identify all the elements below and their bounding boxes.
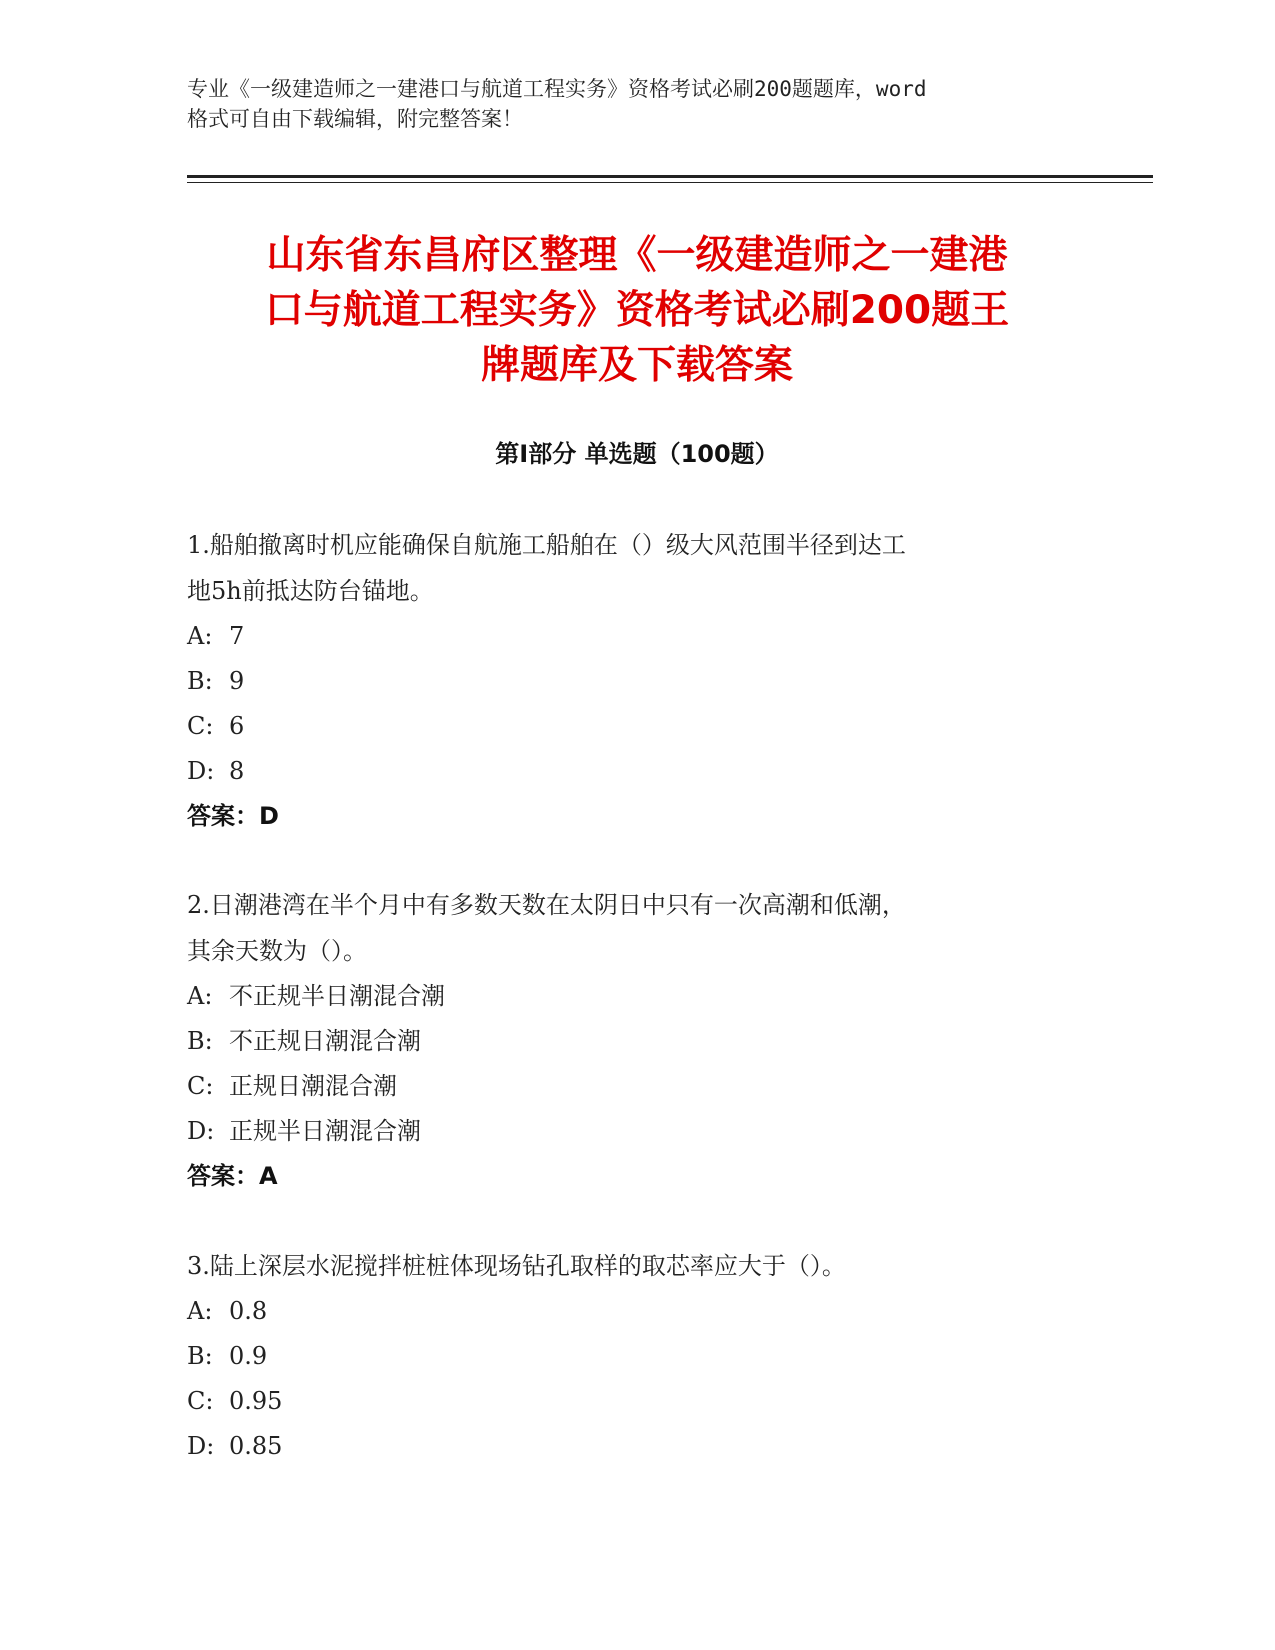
option-c: [187, 704, 1067, 749]
option-letter: D:: [187, 757, 215, 785]
option-text: 0.85: [229, 1432, 283, 1460]
option-letter: C:: [187, 1387, 214, 1415]
option-d: [187, 749, 1067, 794]
question-item: [187, 1243, 1067, 1469]
option-text: 0.8: [229, 1297, 268, 1325]
document-title-line: 山东省东昌府区整理《一级建造师之一建港: [266, 233, 1008, 278]
option-a: [187, 614, 1067, 659]
document-title-line: 口与航道工程实务》资格考试必刷200题王: [264, 288, 1010, 333]
option-letter: B:: [187, 667, 213, 695]
question-stem: 2.日潮港湾在半个月中有多数天数在太阴日中只有一次高潮和低潮，: [187, 891, 906, 919]
header-note: [187, 74, 1067, 134]
option-letter: D:: [187, 1432, 215, 1460]
option-d: [187, 1109, 1067, 1154]
header-divider-thin: [187, 182, 1153, 183]
option-text: 6: [229, 712, 245, 740]
document-title: [187, 228, 1087, 393]
option-text: 8: [229, 757, 245, 785]
option-text: 0.95: [229, 1387, 283, 1415]
question-item: [187, 522, 1067, 839]
question-stem: 3.陆上深层水泥搅拌桩桩体现场钻孔取样的取芯率应大于（）。: [187, 1252, 846, 1280]
option-c: [187, 1379, 1067, 1424]
option-letter: A:: [187, 1297, 213, 1325]
option-text: 正规半日潮混合潮: [229, 1117, 421, 1145]
section-title: 第Ⅰ部分 单选题（100题）: [495, 440, 779, 468]
option-text: 0.9: [229, 1342, 268, 1370]
option-a: [187, 974, 1067, 1019]
option-a: [187, 1289, 1067, 1334]
option-b: [187, 1334, 1067, 1379]
answer-label: 答案：D: [187, 802, 279, 830]
question-stem: 其余天数为（）。: [187, 937, 367, 965]
option-d: [187, 1424, 1067, 1469]
header-note-line: 格式可自由下载编辑，附完整答案！: [187, 107, 523, 131]
option-text: 9: [229, 667, 245, 695]
answer-label: 答案：A: [187, 1162, 278, 1190]
option-letter: D:: [187, 1117, 215, 1145]
header-divider-thick: [187, 175, 1153, 178]
option-text: 不正规半日潮混合潮: [229, 982, 445, 1010]
option-letter: C:: [187, 1072, 214, 1100]
option-text: 正规日潮混合潮: [229, 1072, 397, 1100]
question-stem: 地5h前抵达防台锚地。: [187, 577, 434, 605]
option-text: 7: [229, 622, 245, 650]
option-letter: A:: [187, 622, 213, 650]
option-text: 不正规日潮混合潮: [229, 1027, 421, 1055]
header-note-line: 专业《一级建造师之一建港口与航道工程实务》资格考试必刷200题题库，word: [187, 77, 927, 101]
document-title-line: 牌题库及下载答案: [480, 343, 793, 388]
option-letter: B:: [187, 1342, 213, 1370]
option-letter: C:: [187, 712, 214, 740]
option-letter: A:: [187, 982, 213, 1010]
option-b: [187, 1019, 1067, 1064]
question-item: [187, 882, 1067, 1199]
option-c: [187, 1064, 1067, 1109]
option-letter: B:: [187, 1027, 213, 1055]
question-stem: 1.船舶撤离时机应能确保自航施工船舶在（）级大风范围半径到达工: [187, 531, 906, 559]
option-b: [187, 659, 1067, 704]
